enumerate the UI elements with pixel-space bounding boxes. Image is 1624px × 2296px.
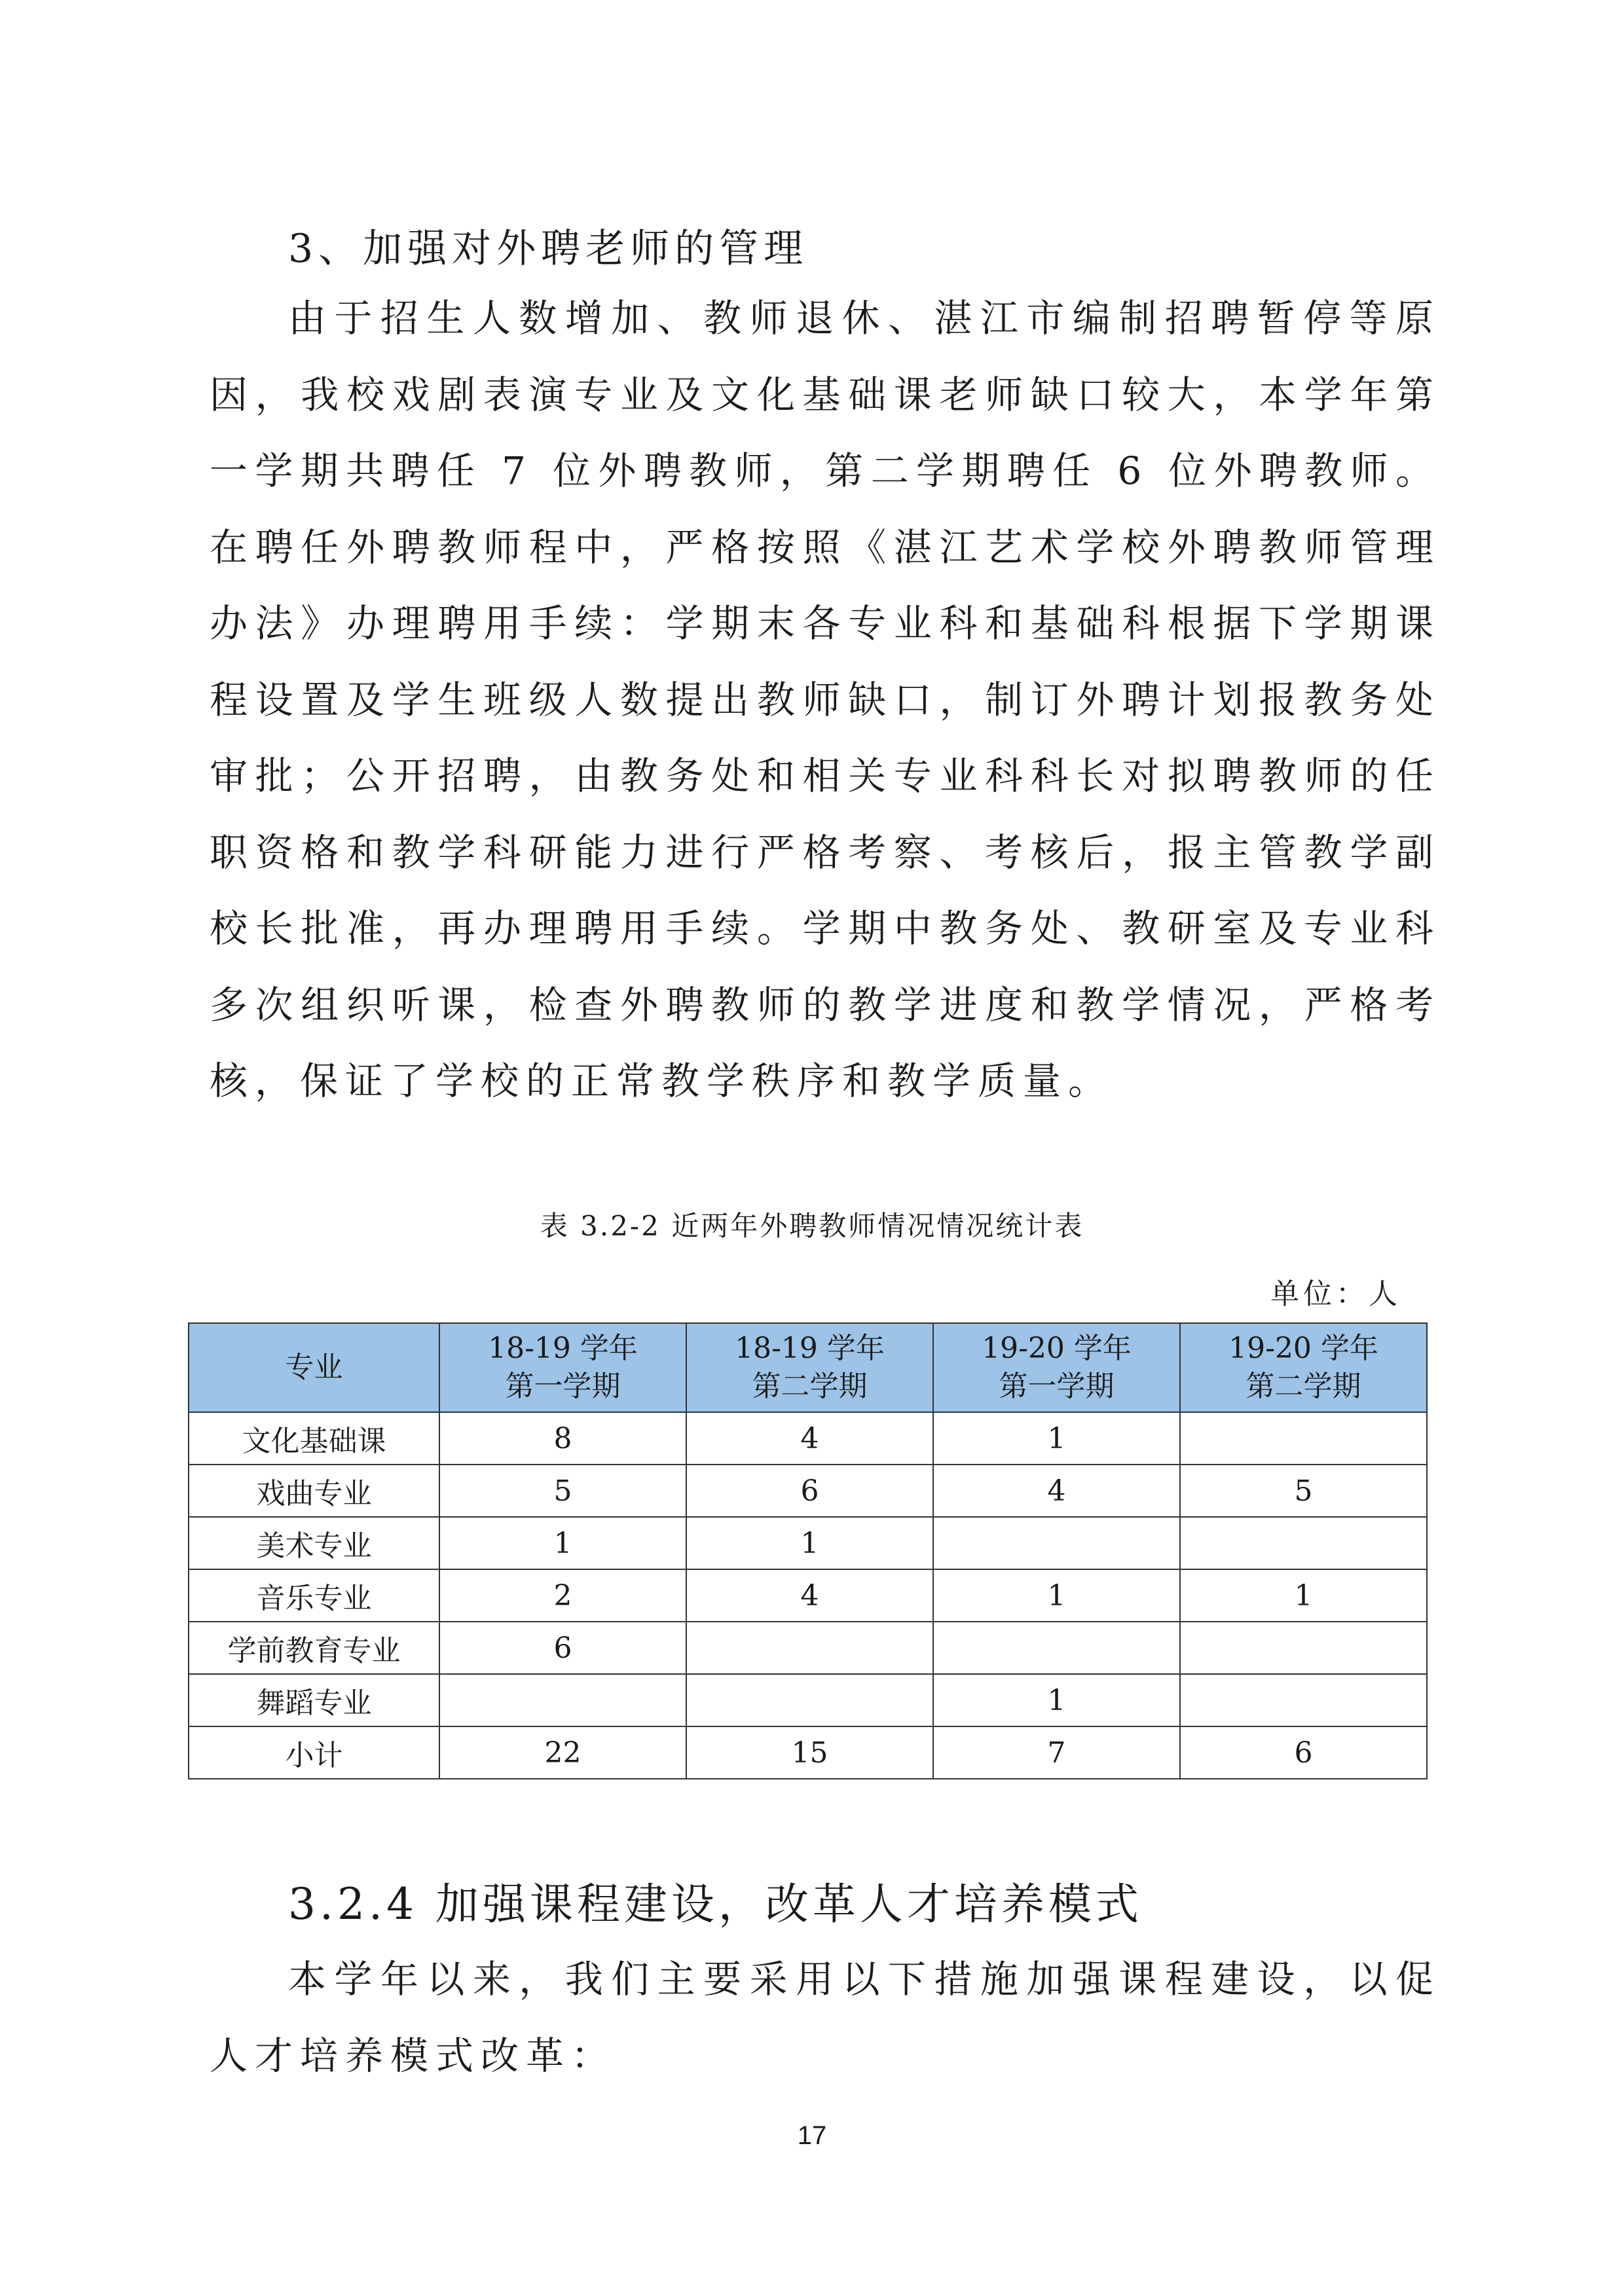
table-row-subtotal	[189, 1726, 1427, 1779]
table-cell: 6	[1180, 1726, 1427, 1779]
subsection-heading: 3、加强对外聘老师的管理	[288, 226, 809, 272]
table-cell: 戏曲专业	[189, 1465, 439, 1517]
table-cell: 学前教育专业	[189, 1622, 439, 1674]
table-cell: 舞蹈专业	[189, 1674, 439, 1726]
table-cell: 15	[686, 1726, 933, 1779]
table-cell: 4	[686, 1412, 933, 1465]
table-cell: 美术专业	[189, 1517, 439, 1569]
header-1819-term1: 18-19 学年 第一学期	[439, 1323, 686, 1412]
table-cell: 1	[439, 1517, 686, 1569]
table-cell: 1	[933, 1674, 1180, 1726]
table-unit-label: 单位：人	[1270, 1277, 1401, 1311]
table-cell	[1180, 1622, 1427, 1674]
header-major: 专业	[189, 1323, 439, 1412]
paragraph-external-teachers: 由于招生人数增加、教师退休、湛江市编制招聘暂停等原因，我校戏剧表演专业及文化基础课老师缺口较大，本学年第一学期共聘任 7 位外聘教师，第二学期聘任 6 位外聘教师。在聘任外聘教师程中，严格按照《湛江艺术学校外聘教师管理办法》办理聘用手续：学期末各专业科和基础科根据下学期课程设置及学生班级人数提出教师缺口，制订外聘计划报教务处审批；公开招聘，由教务处和相关专业科科长对拟聘教师的任职资格和教学科研能力进行严格考察、考核后，报主管教学副校长批准，再办理聘用手续。学期中教务处、教研室及专业科多次组织听课，检查外聘教师的教学进度和教学情况，严格考核，保证了学校的正常教学秩序和教学质量。	[210, 296, 1441, 1103]
table-cell: 6	[439, 1622, 686, 1674]
table-caption: 表 3.2-2 近两年外聘教师情况情况统计表	[540, 1210, 1084, 1242]
table-cell: 1	[1180, 1569, 1427, 1622]
header-1819-term2: 18-19 学年 第二学期	[686, 1323, 933, 1412]
table-cell: 1	[686, 1517, 933, 1569]
table-row	[189, 1465, 1427, 1517]
table-cell	[439, 1674, 686, 1726]
table-cell	[686, 1674, 933, 1726]
table-row	[189, 1569, 1427, 1622]
table-row	[189, 1674, 1427, 1726]
table-cell	[1180, 1674, 1427, 1726]
table-cell: 4	[933, 1465, 1180, 1517]
table-cell: 1	[933, 1412, 1180, 1465]
table-cell: 音乐专业	[189, 1569, 439, 1622]
page-number: 17	[797, 2121, 827, 2150]
table-cell	[933, 1622, 1180, 1674]
table-cell: 4	[686, 1569, 933, 1622]
table-cell: 8	[439, 1412, 686, 1465]
table-row	[189, 1622, 1427, 1674]
table-cell: 1	[933, 1569, 1180, 1622]
table-cell: 文化基础课	[189, 1412, 439, 1465]
table-cell: 7	[933, 1726, 1180, 1779]
table-cell	[1180, 1412, 1427, 1465]
section-heading: 3.2.4 加强课程建设，改革人才培养模式	[288, 1879, 1143, 1929]
header-1920-term1: 19-20 学年 第一学期	[933, 1323, 1180, 1412]
table-row	[189, 1412, 1427, 1465]
table-cell	[1180, 1517, 1427, 1569]
table-cell: 小计	[189, 1726, 439, 1779]
table-cell: 22	[439, 1726, 686, 1779]
table-header-row	[189, 1323, 1427, 1412]
header-1920-term2: 19-20 学年 第二学期	[1180, 1323, 1427, 1412]
paragraph-course-building: 本学年以来，我们主要采用以下措施加强课程建设，以促人才培养模式改革：	[210, 1957, 1441, 2078]
table-cell: 6	[686, 1465, 933, 1517]
table-cell: 5	[439, 1465, 686, 1517]
table-cell	[686, 1622, 933, 1674]
table-row	[189, 1517, 1427, 1569]
table-cell	[933, 1517, 1180, 1569]
table-cell: 2	[439, 1569, 686, 1622]
table-cell: 5	[1180, 1465, 1427, 1517]
external-teacher-stats-table	[188, 1322, 1428, 1779]
